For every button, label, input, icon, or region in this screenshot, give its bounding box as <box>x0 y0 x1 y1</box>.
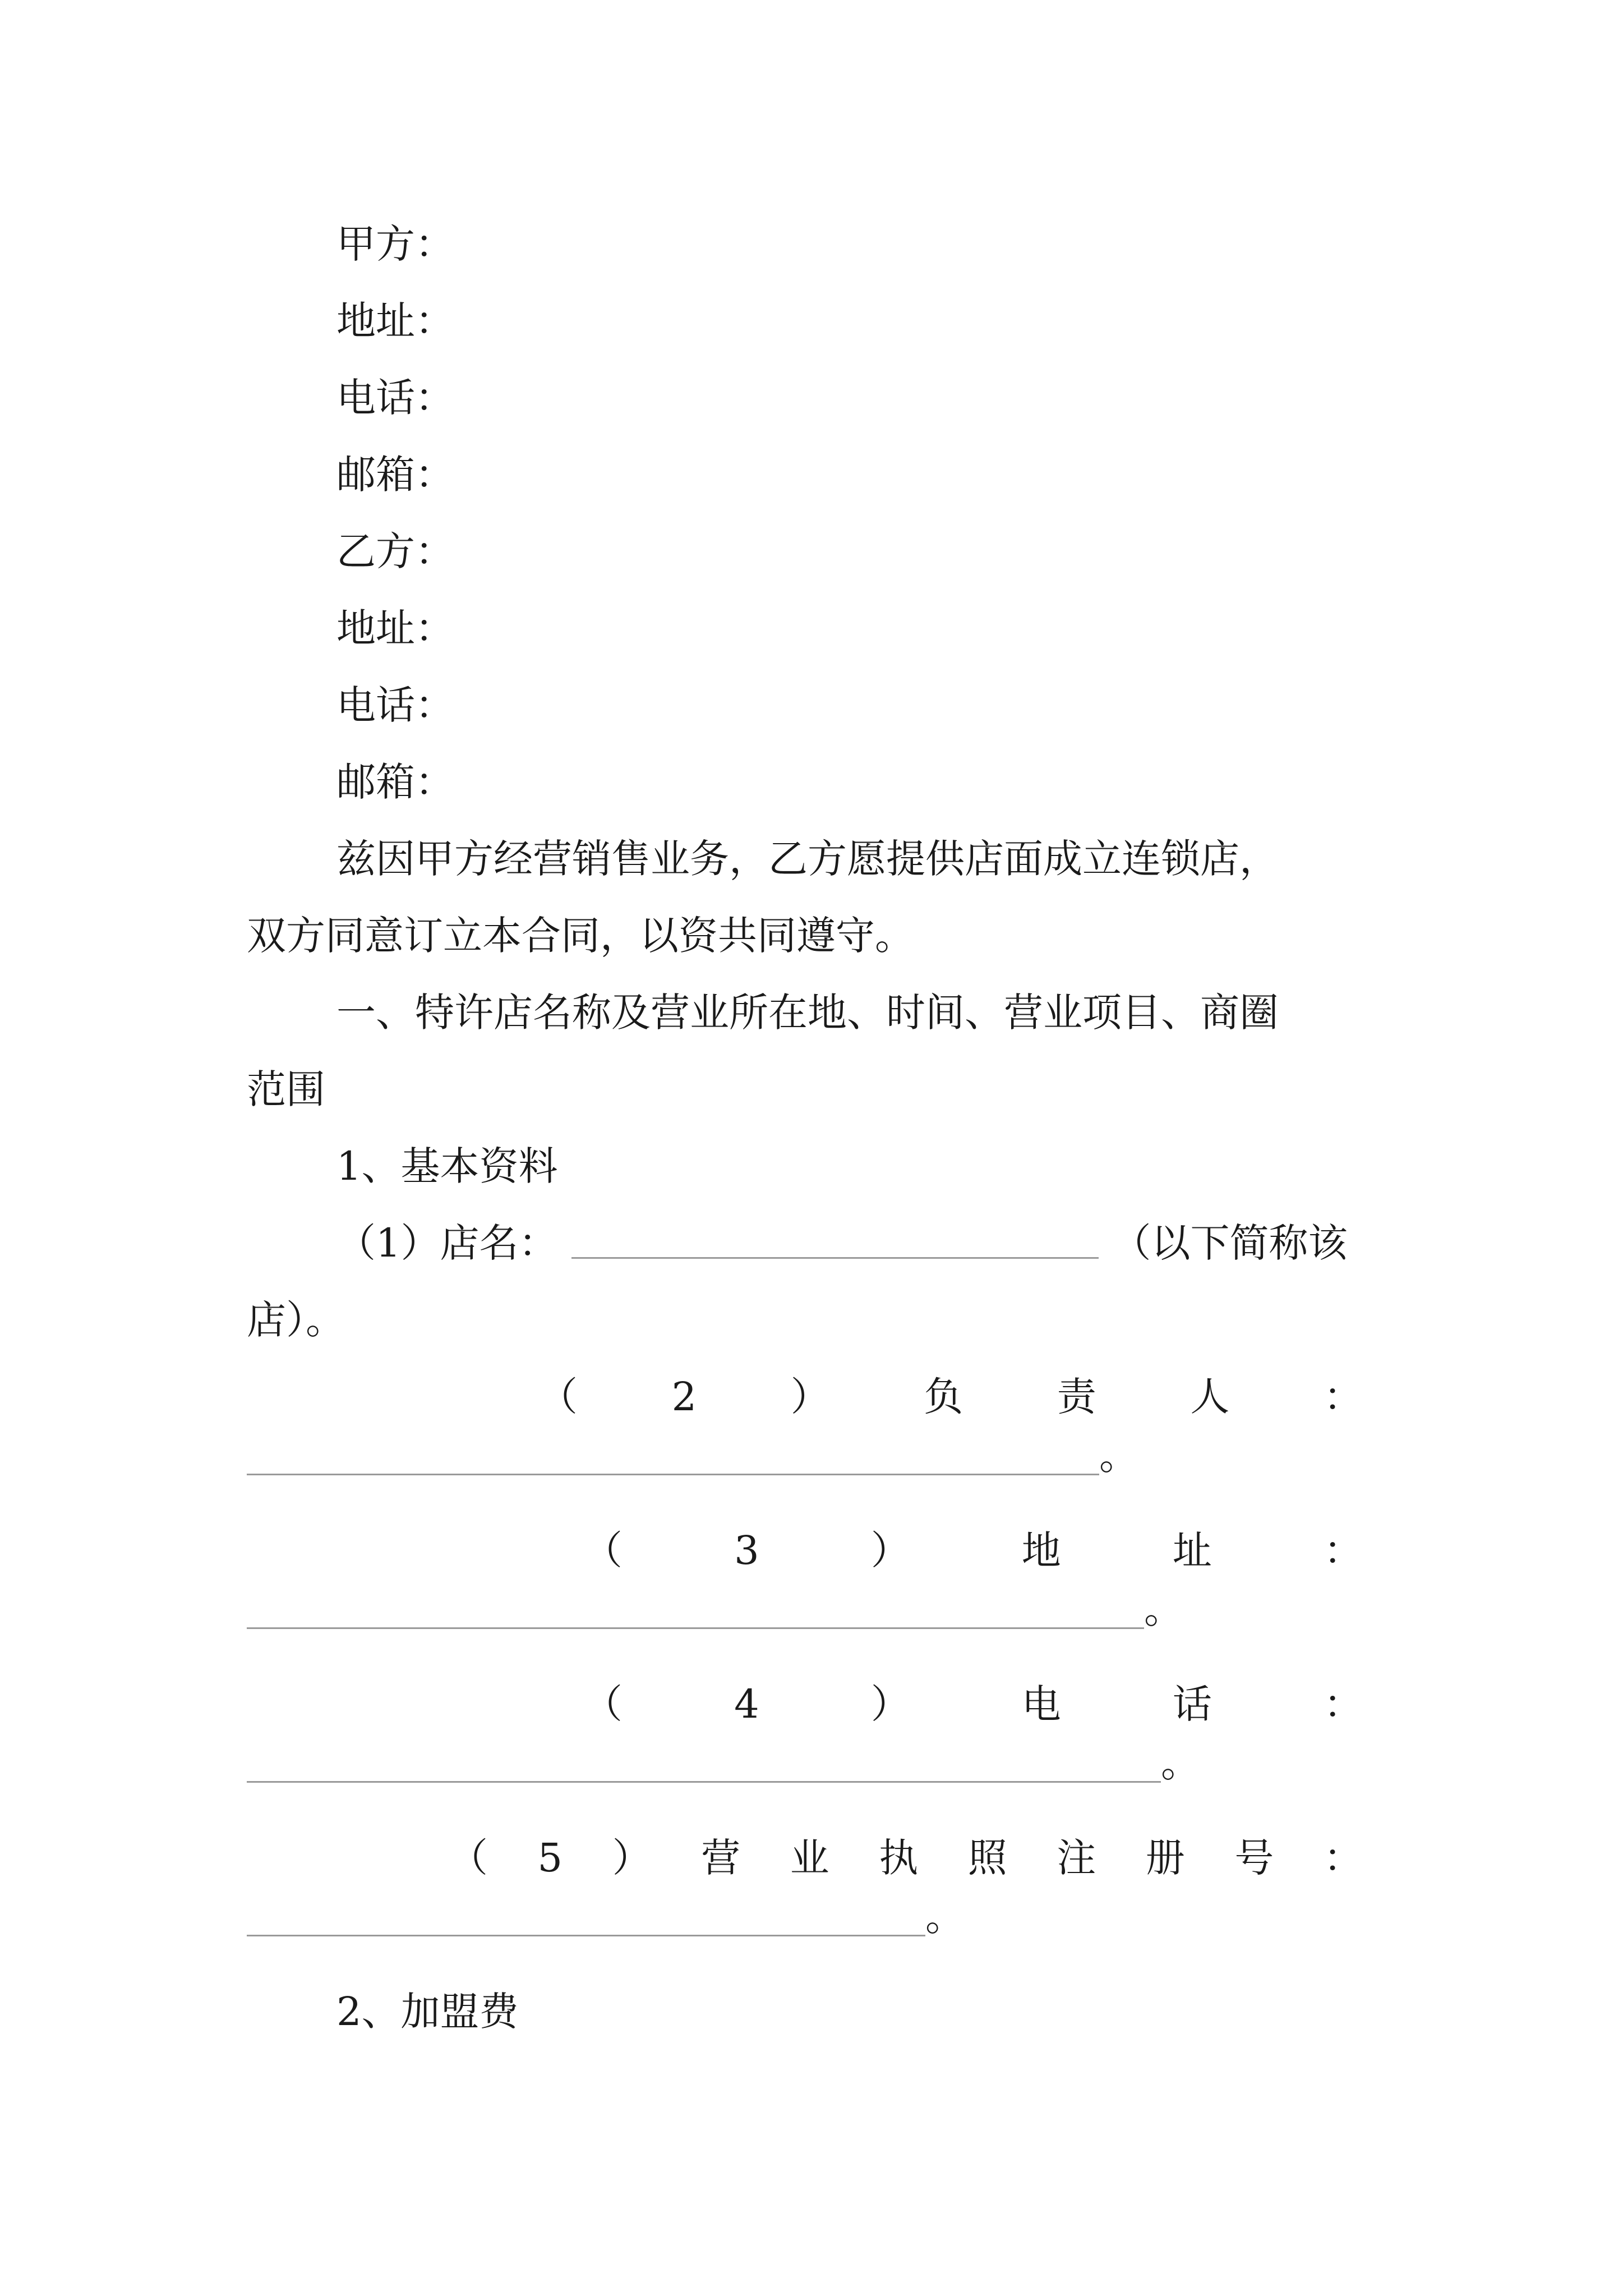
period: 。 <box>1144 1586 1183 1632</box>
spaced-char: 2 <box>671 1374 697 1420</box>
manager-row <box>538 1374 1363 1420</box>
spaced-char: （ <box>583 1681 623 1727</box>
subsection-basic-info: 1、基本资料 <box>336 1143 558 1189</box>
spaced-char: ） <box>870 1681 910 1727</box>
party-b-label: 乙方： <box>336 528 454 574</box>
phone-row <box>583 1681 1363 1727</box>
spaced-char: 人 <box>1190 1374 1230 1420</box>
spaced-char: （ <box>538 1374 578 1420</box>
spaced-char: 负 <box>924 1374 963 1420</box>
spaced-char: ） <box>612 1835 652 1881</box>
shop-name-suffix: （以下简称该 <box>1112 1220 1348 1266</box>
manager-blank[interactable] <box>247 1440 1099 1475</box>
party-b-phone: 电话： <box>336 682 454 728</box>
spaced-char: 4 <box>734 1681 759 1727</box>
spaced-char: 3 <box>734 1527 759 1573</box>
address-blank[interactable] <box>247 1594 1144 1629</box>
address-row <box>583 1527 1363 1573</box>
preamble-line-2: 双方同意订立本合同，以资共同遵守。 <box>247 913 914 959</box>
party-a-email: 邮箱： <box>336 452 454 498</box>
party-a-label: 甲方： <box>336 221 454 267</box>
spaced-char: 业 <box>790 1835 829 1881</box>
spaced-char: ： <box>1323 1681 1363 1727</box>
spaced-char: 照 <box>967 1835 1007 1881</box>
license-blank-row <box>247 1894 965 1940</box>
license-row <box>449 1835 1363 1881</box>
spaced-char: 址 <box>1172 1527 1212 1573</box>
section-1-heading: 一、特许店名称及营业所在地、时间、营业项目、商圈 <box>336 990 1279 1036</box>
period: 。 <box>925 1894 965 1940</box>
period: 。 <box>1099 1433 1138 1479</box>
spaced-char: 号 <box>1234 1835 1274 1881</box>
spaced-char: 册 <box>1145 1835 1185 1881</box>
spaced-char: 注 <box>1057 1835 1096 1881</box>
period: 。 <box>1161 1740 1200 1786</box>
spaced-char: ： <box>1323 1835 1363 1881</box>
party-a-phone: 电话： <box>336 375 454 421</box>
preamble-line-1: 兹因甲方经营销售业务，乙方愿提供店面成立连锁店， <box>336 836 1279 882</box>
spaced-char: 营 <box>701 1835 741 1881</box>
manager-blank-row <box>247 1433 1138 1479</box>
shop-name-row <box>336 1220 1385 1266</box>
spaced-char: 话 <box>1172 1681 1212 1727</box>
party-b-email: 邮箱： <box>336 759 454 805</box>
spaced-char: ） <box>790 1374 830 1420</box>
party-b-address: 地址： <box>336 605 454 651</box>
spaced-char: 电 <box>1021 1681 1061 1727</box>
spaced-char: 5 <box>537 1835 563 1881</box>
subsection-franchise-fee: 2、加盟费 <box>336 1989 519 2035</box>
spaced-char: ） <box>870 1527 910 1573</box>
spaced-char: 地 <box>1021 1527 1061 1573</box>
section-1-heading-cont: 范围 <box>247 1066 325 1112</box>
spaced-char: 责 <box>1057 1374 1096 1420</box>
address-blank-row <box>247 1586 1183 1632</box>
phone-blank-row <box>247 1740 1200 1786</box>
shop-name-row-cont: 店）。 <box>247 1297 345 1343</box>
spaced-char: 执 <box>879 1835 919 1881</box>
spaced-char: （ <box>583 1527 623 1573</box>
license-blank[interactable] <box>247 1901 925 1936</box>
spaced-char: ： <box>1323 1374 1363 1420</box>
shop-name-label: （1）店名： <box>336 1220 558 1266</box>
spaced-char: ： <box>1323 1527 1363 1573</box>
spaced-char: （ <box>449 1835 488 1881</box>
shop-name-blank[interactable] <box>571 1223 1099 1259</box>
party-a-address: 地址： <box>336 298 454 344</box>
phone-blank[interactable] <box>247 1747 1161 1783</box>
